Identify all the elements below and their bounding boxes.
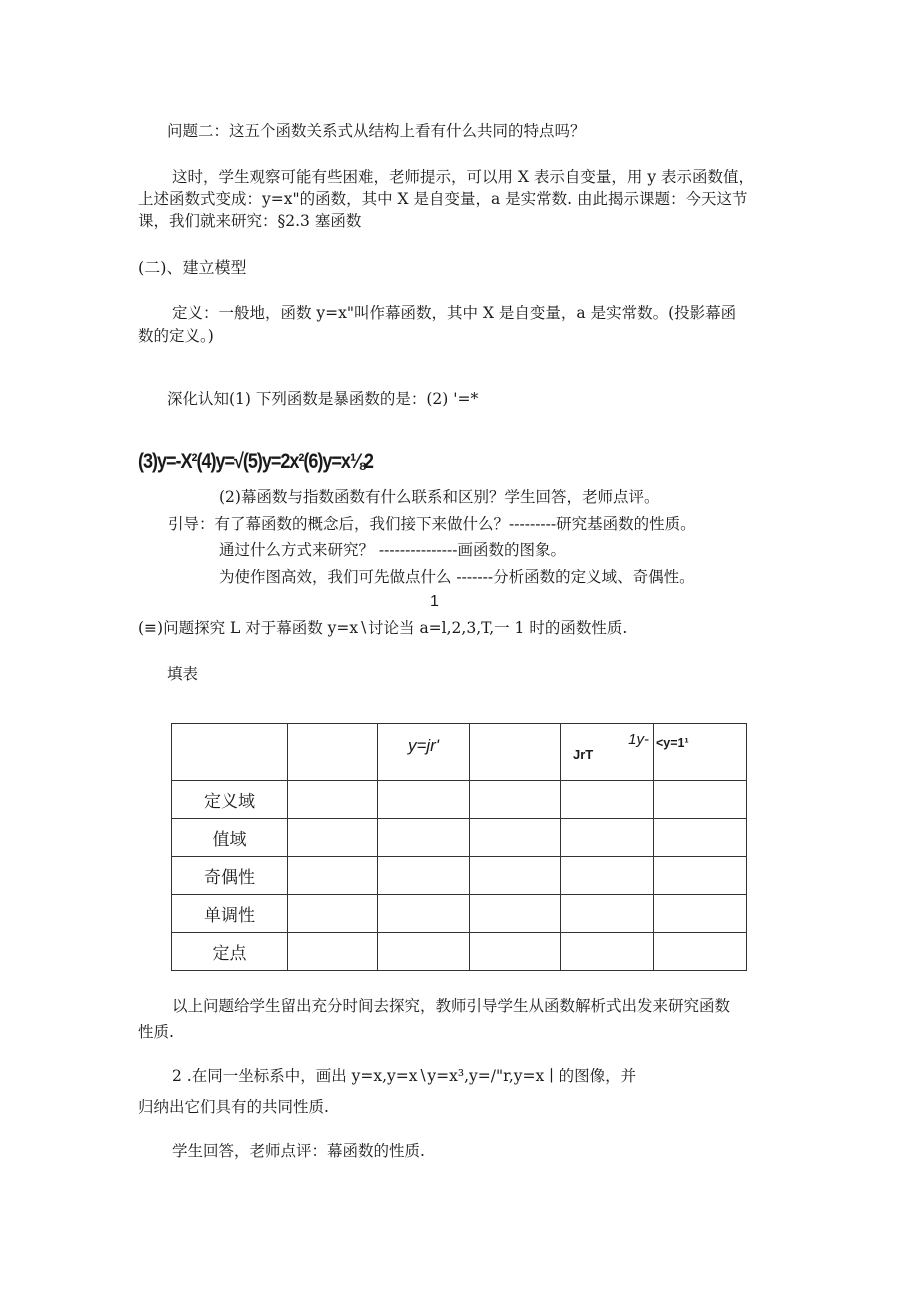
row-label: 值域 xyxy=(172,819,288,857)
table-cell[interactable] xyxy=(561,933,654,971)
after-table-line-2: 性质. xyxy=(138,1023,174,1041)
table-cell[interactable] xyxy=(654,819,747,857)
definition-line-2: 数的定义。) xyxy=(138,327,214,345)
guide-line-1: 引导：有了幕函数的概念后，我们接下来做什么？---------研究基函数的性质。 xyxy=(168,515,696,533)
header-label-sub: JrT xyxy=(573,747,594,762)
row-label: 定点 xyxy=(172,933,288,971)
item-two-line-2: 归纳出它们具有的共同性质. xyxy=(138,1098,329,1116)
question-two: 问题二：这五个函数关系式从结构上看有什么共同的特点吗？ xyxy=(167,122,586,140)
table-cell[interactable] xyxy=(378,819,470,857)
table-header-row xyxy=(172,724,747,781)
table-cell[interactable] xyxy=(561,781,654,819)
deepen-understanding: 深化认知(1) 下列函数是暴函数的是：(2) '=* xyxy=(167,390,479,408)
row-label: 定义域 xyxy=(172,781,288,819)
header-cell xyxy=(654,724,747,781)
table-cell[interactable] xyxy=(378,933,470,971)
table-cell[interactable] xyxy=(654,857,747,895)
row-label: 单调性 xyxy=(172,895,288,933)
header-label-top: 1y- xyxy=(628,731,649,748)
table-cell[interactable] xyxy=(561,819,654,857)
table-cell[interactable] xyxy=(470,781,561,819)
formula-line: (3)y=-X²(4)y=√(5)y=2x²(6)y=x⅛2 xyxy=(138,450,373,473)
after-table-line-1: 以上问题给学生留出充分时间去探究，教师引导学生从函数解析式出发来研究函数 xyxy=(172,997,731,1015)
table-cell[interactable] xyxy=(470,933,561,971)
definition-line-1: 定义：一般地，函数 y=x"叫作幕函数，其中 X 是自变量，a 是实常数。(投影幕函 xyxy=(172,304,737,322)
table-cell[interactable] xyxy=(470,895,561,933)
section-heading-model: (二)、建立模型 xyxy=(138,258,247,277)
header-cell xyxy=(470,724,561,781)
contrast-question: (2)幕函数与指数函数有什么联系和区别？学生回答，老师点评。 xyxy=(219,488,660,506)
table-cell[interactable] xyxy=(378,895,470,933)
table-cell[interactable] xyxy=(288,895,378,933)
table-cell[interactable] xyxy=(378,857,470,895)
header-cell xyxy=(561,724,654,781)
fill-table-label: 填表 xyxy=(167,665,199,683)
table-cell[interactable] xyxy=(378,781,470,819)
superscript-one: 1 xyxy=(430,593,439,610)
guide-line-2: 通过什么方式来研究？ ---------------画函数的图象。 xyxy=(219,541,566,559)
table-row xyxy=(172,933,747,971)
row-label: 奇偶性 xyxy=(172,857,288,895)
observation-line-1: 这时，学生观察可能有些困难，老师提示，可以用 X 表示自变量，用 y 表示函数值， xyxy=(172,168,755,186)
table-cell[interactable] xyxy=(288,781,378,819)
section-heading-explore: (≡)问题探究 L 对于幕函数 y=x∖讨论当 a=l,2,3,T,一 1 时的函数性质. xyxy=(138,619,628,637)
observation-line-2: 上述函数式变成：y=x"的函数，其中 X 是自变量，a 是实常数. 由此揭示课题：今天这节 xyxy=(138,190,748,208)
table-cell[interactable] xyxy=(288,857,378,895)
header-cell xyxy=(172,724,288,781)
table-row xyxy=(172,819,747,857)
table-cell[interactable] xyxy=(561,895,654,933)
table-cell[interactable] xyxy=(561,857,654,895)
table-row xyxy=(172,895,747,933)
properties-table xyxy=(171,723,747,971)
table-row xyxy=(172,857,747,895)
table-cell[interactable] xyxy=(654,895,747,933)
guide-line-3: 为使作图高效，我们可先做点什么 -------分析函数的定义域、奇偶性。 xyxy=(219,568,695,586)
table-cell[interactable] xyxy=(470,857,561,895)
header-cell xyxy=(288,724,378,781)
observation-line-3: 课，我们就来研究：§2.3 塞函数 xyxy=(138,212,362,230)
table-cell[interactable] xyxy=(654,933,747,971)
table-cell[interactable] xyxy=(470,819,561,857)
header-cell: y=jr' xyxy=(378,724,470,781)
item-two-line-1: 2 .在同一坐标系中，画出 y=x,y=x∖y=x³,y=/"r,y=x ∣ 的图像，并 xyxy=(172,1067,637,1085)
table-cell[interactable] xyxy=(288,933,378,971)
table-cell[interactable] xyxy=(288,819,378,857)
header-label: <y=1¹ xyxy=(656,736,689,750)
final-remark: 学生回答，老师点评：幕函数的性质. xyxy=(172,1142,425,1160)
table-cell[interactable] xyxy=(654,781,747,819)
table-row xyxy=(172,781,747,819)
